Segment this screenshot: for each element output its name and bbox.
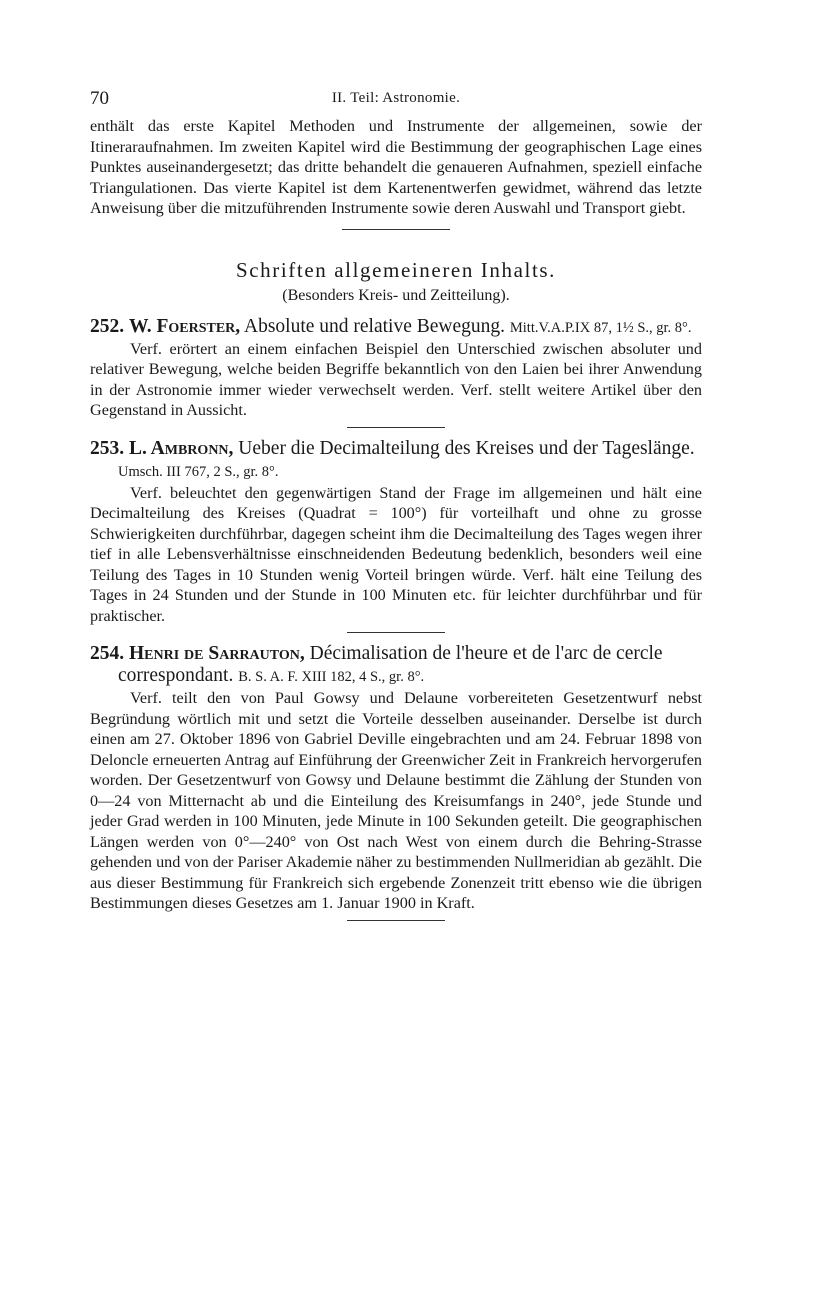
entry-reference: Umsch. III 767, 2 S., gr. 8°. bbox=[118, 463, 279, 480]
running-title: II. Teil: Astronomie. bbox=[331, 90, 461, 106]
entry-abstract: Verf. teilt den von Paul Gowsy und Delaune vorbereiteten Gesetzentwurf nebst Begründung wörtlich mit und setzt die Vorteile desselben auseinander. Derselbe ist durch einen am 27. Oktober 1896 von Gabriel Deville eingebrachten und am 24. Februar 1898 von Deloncle erneuerten Antrag auf Einführung der Greenwicher Zeit in Frankreich hervorgerufen worden. Der Gesetzentwurf von Gowsy und Delaune bestimmt die Zählung der Stunden von 0—24 von Mitternacht ab und die Einteilung des Kreisumfangs in 240°, jede Stunde und jeder Grad werden in 100 Minuten, jede Minute in 100 Sekunden geteilt. Die geographischen Längen werden von 0°—240° von Ost nach West von einem durch die Behring-Strasse gehenden und von der Pariser Akademie näher zu bestimmenden Nullmeridian ab gezählt. Die aus dieser Bestimmung für Frankreich sich ergebende Zonenzeit tritt ebenso wie die übrigen Bestimmungen dieses Gesetzes am 1. Januar 1900 in Kraft. bbox=[90, 689, 702, 912]
bibliography-entry-254 bbox=[90, 643, 702, 921]
entry-number: 253. bbox=[90, 437, 125, 459]
entry-title: Décimalisation de l'heure et de l'arc de cercle correspondant. bbox=[118, 643, 663, 686]
entry-heading bbox=[90, 438, 702, 483]
running-head bbox=[90, 88, 702, 116]
divider-rule bbox=[347, 920, 445, 921]
entry-abstract: Verf. erörtert an einem einfachen Beispiel den Unterschied zwischen absoluter und relativer Bewegung, welche beiden Begriffe bekanntlich von den Laien bei ihrer Anwendung in der Astronomie immer wieder verwechselt werden. Verf. stellt weitere Artikel über den Gegenstand in Aussicht. bbox=[90, 339, 702, 419]
intro-paragraph: enthält das erste Kapitel Methoden und Instrumente der allgemeinen, sowie der Itineraraufnahmen. Im zweiten Kapitel wird die Bestimmung der geographischen Lage eines Punktes auseinandergesetzt; das dritte behandelt die genaueren Aufnahmen, speziell einfache Triangulationen. Das vierte Kapitel ist dem Kartenentwerfen gewidmet, während das letzte Anweisung über die mitzuführenden Instrumente sowie deren Auswahl und Transport giebt. bbox=[90, 117, 702, 217]
section-heading: Schriften allgemeineren Inhalts. bbox=[235, 257, 557, 282]
divider-rule bbox=[342, 229, 450, 230]
entry-heading bbox=[90, 316, 702, 339]
entry-number: 252. bbox=[90, 315, 125, 337]
entry-title: Ueber die Decimalteilung des Kreises und der Tageslänge. bbox=[238, 437, 695, 459]
document-page bbox=[90, 88, 702, 921]
section-subheading: (Besonders Kreis- und Zeitteilung). bbox=[282, 286, 510, 304]
bibliography-entry-252 bbox=[90, 316, 702, 428]
entry-abstract: Verf. beleuchtet den gegenwärtigen Stand der Frage im allgemeinen und hält eine Decimalteilung des Kreises (Quadrat = 100°) für vorteilhaft und ohne zu grosse Schwierigkeiten durchführbar, dagegen scheint ihm die Decimalteilung des Tages wegen ihrer tief in alle Lebensverhältnisse einschneidenden Bedeutung bedenklich, besonders weil eine Teilung des Tages in 10 Stunden wenig Vorteil bringen würde. Verf. hält eine Teilung des Tages in 24 Stunden und der Stunde in 100 Minuten etc. für leichter durchführbar und für praktischer. bbox=[90, 483, 702, 625]
page-number: 70 bbox=[90, 88, 109, 109]
divider-rule bbox=[347, 427, 445, 428]
entry-author: Henri de Sarrauton, bbox=[129, 643, 305, 664]
entry-reference: Mitt.V.A.P.IX 87, 1½ S., gr. 8°. bbox=[509, 319, 692, 336]
entry-author: L. Ambronn, bbox=[129, 437, 234, 459]
bibliography-entry-253 bbox=[90, 438, 702, 634]
divider-rule bbox=[347, 632, 445, 633]
entry-title: Absolute und relative Bewegung. bbox=[243, 315, 506, 337]
entry-number: 254. bbox=[90, 643, 125, 664]
entry-heading bbox=[90, 643, 702, 688]
entry-reference: B. S. A. F. XIII 182, 4 S., gr. 8°. bbox=[238, 669, 425, 685]
entry-author: W. Foerster, bbox=[129, 315, 241, 337]
